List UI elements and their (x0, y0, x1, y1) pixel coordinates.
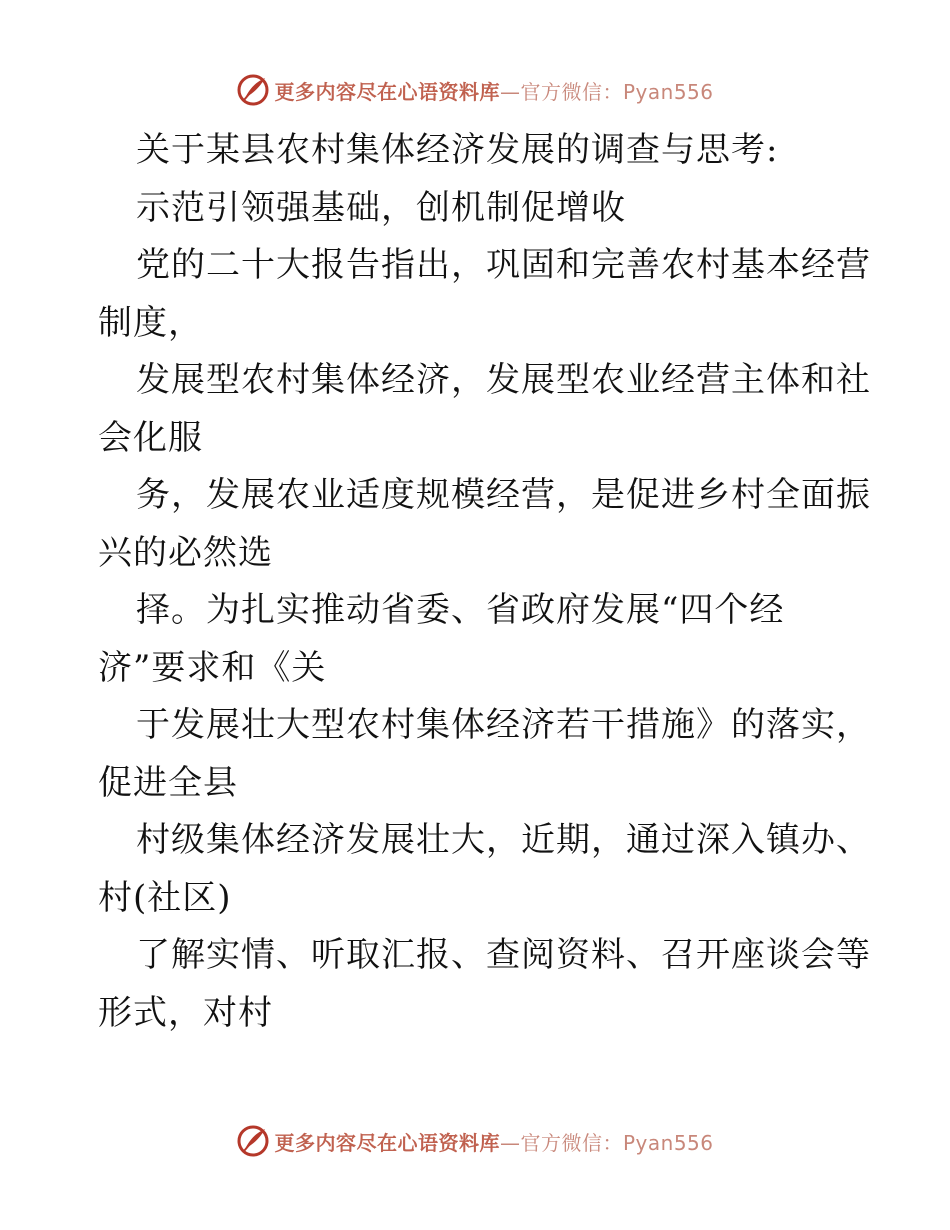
paragraph-line: 会化服 (98, 417, 203, 458)
paragraph-line: 济”要求和《关 (98, 647, 327, 688)
paragraph-line: 党的二十大报告指出，巩固和完善农村基本经营 (136, 245, 871, 285)
paragraph-line: 形式，对村 (98, 992, 273, 1033)
watermark-main: 更多内容尽在心语资料库 (274, 79, 500, 104)
paragraph-line: 兴的必然选 (98, 532, 273, 573)
paragraph-line: 示范引领强基础，创机制促增收 (136, 187, 626, 228)
paragraph-line: 村级集体经济发展壮大，近期，通过深入镇办、 (136, 820, 871, 860)
footer-watermark (0, 1121, 950, 1161)
watermark-text (274, 76, 713, 105)
paragraph-line: 促进全县 (98, 762, 238, 803)
watermark-official: 官方微信： (520, 1130, 623, 1155)
paragraph-line: 发展型农村集体经济，发展型农业经营主体和社 (136, 360, 871, 400)
watermark-official: 官方微信： (520, 79, 623, 104)
paragraph-line: 择。为扎实推动省委、省政府发展“四个经 (136, 590, 785, 630)
paragraph-line: 村(社区) (98, 877, 232, 918)
watermark-dash: — (499, 1130, 521, 1155)
watermark-text (274, 1127, 713, 1156)
paragraph-line: 于发展壮大型农村集体经济若干措施》的落实， (136, 705, 871, 745)
paragraph-line: 了解实情、听取汇报、查阅资料、召开座谈会等 (136, 935, 871, 975)
header-watermark (0, 70, 950, 110)
paragraph-line: 务，发展农业适度规模经营，是促进乡村全面振 (136, 475, 871, 515)
document-body (98, 122, 871, 1042)
paragraph-line: 关于某县农村集体经济发展的调查与思考: (136, 130, 779, 170)
paragraph-line: 制度， (98, 302, 203, 343)
feather-pen-logo-icon (236, 1124, 270, 1158)
feather-pen-logo-icon (236, 73, 270, 107)
watermark-main: 更多内容尽在心语资料库 (274, 1130, 500, 1155)
watermark-dash: — (499, 79, 521, 104)
watermark-wechat-id: Pyan556 (622, 1130, 714, 1155)
watermark-wechat-id: Pyan556 (622, 79, 714, 104)
